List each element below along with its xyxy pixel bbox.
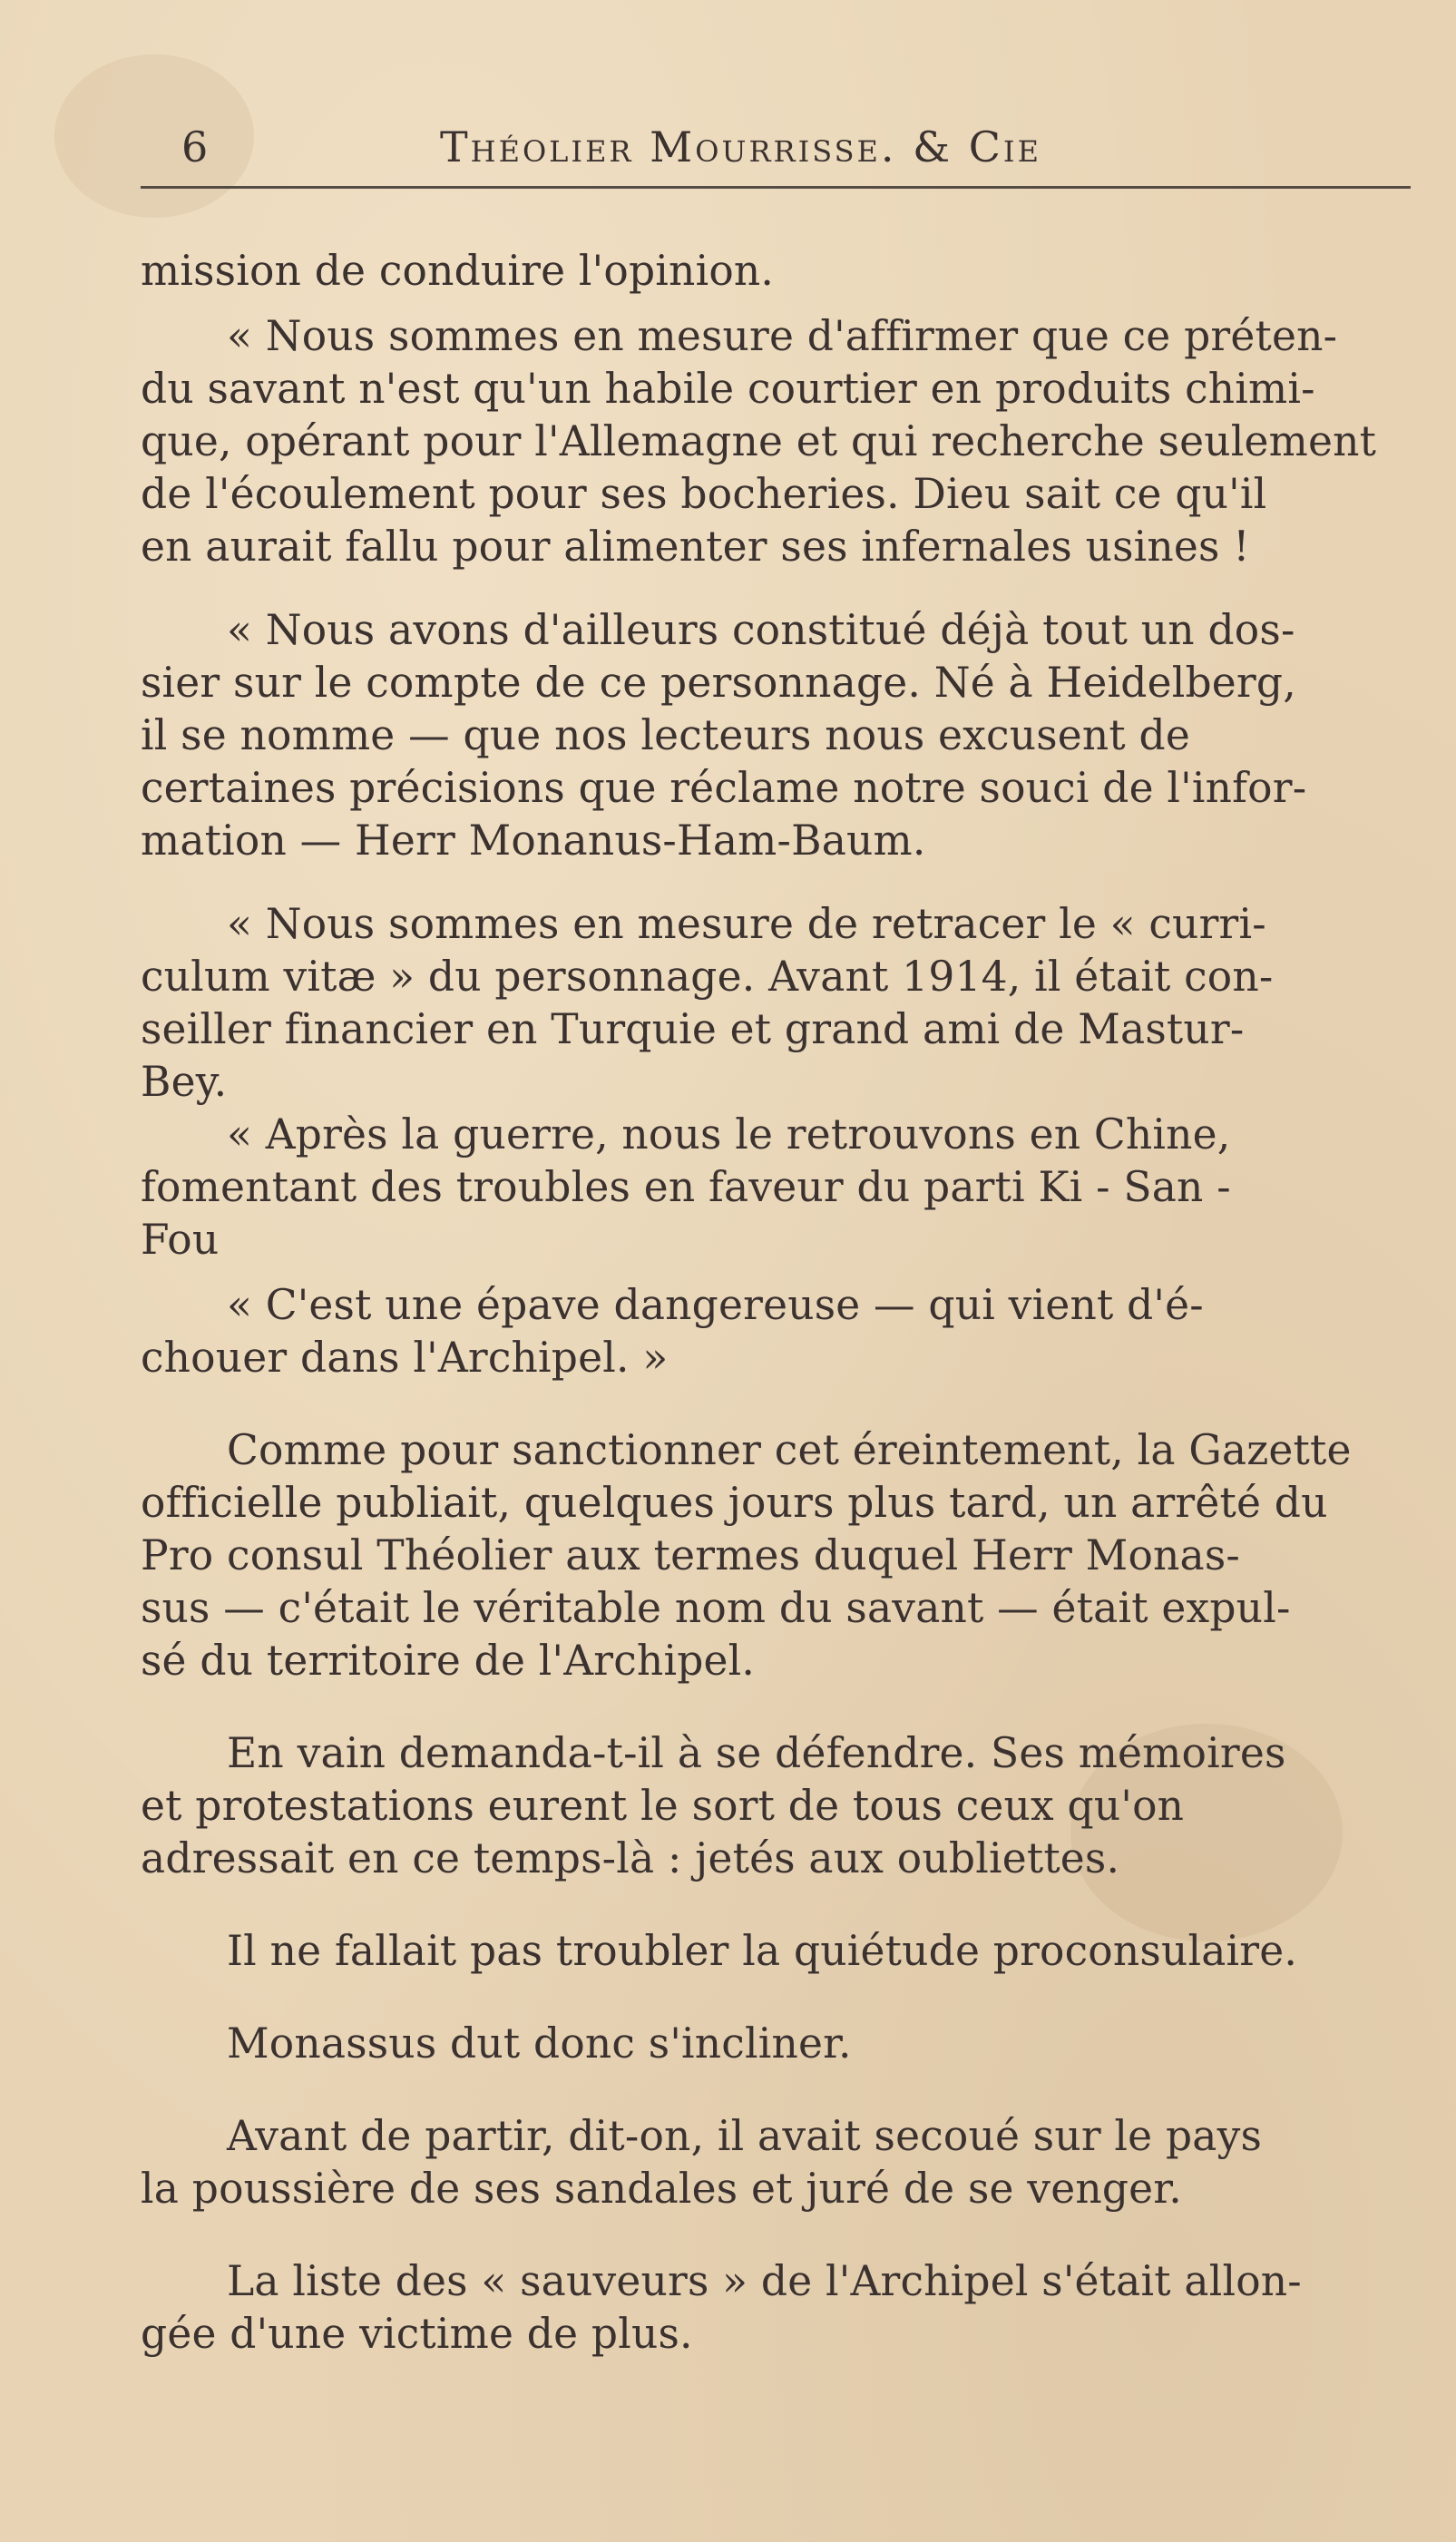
text-line: sus — c'était le véritable nom du savant — était expul- <box>141 1584 1291 1632</box>
paragraph <box>141 2018 1438 2070</box>
header-rule <box>141 186 1411 189</box>
text-line: certaines précisions que réclame notre souci de l'infor- <box>141 764 1307 812</box>
text-line: Pro consul Théolier aux termes duquel Herr Monas- <box>141 1531 1240 1579</box>
paragraph <box>141 1925 1438 1978</box>
text-line: culum vitæ » du personnage. Avant 1914, il était con- <box>141 953 1274 1001</box>
text-line: chouer dans l'Archipel. » <box>141 1334 669 1382</box>
text-line: en aurait fallu pour alimenter ses infernales usines ! <box>141 523 1250 571</box>
text-line: sé du territoire de l'Archipel. <box>141 1637 756 1685</box>
text-line: mation — Herr Monanus-Ham-Baum. <box>141 816 926 865</box>
text-line: Avant de partir, dit-on, il avait secoué sur le pays <box>227 2112 1263 2160</box>
text-line: Fou <box>141 1216 220 1264</box>
text-line: Monassus dut donc s'incliner. <box>227 2019 852 2068</box>
text-line: adressait en ce temps-là : jetés aux oubliettes. <box>141 1834 1120 1882</box>
text-line: La liste des « sauveurs » de l'Archipel s'était allon- <box>227 2257 1302 2305</box>
text-line: Il ne fallait pas troubler la quiétude proconsulaire. <box>227 1927 1298 1975</box>
text-line: fomentant des troubles en faveur du parti Ki - San - <box>141 1163 1231 1211</box>
text-line: « Nous sommes en mesure de retracer le « curri- <box>227 900 1266 948</box>
text-line: il se nomme — que nos lecteurs nous excusent de <box>141 711 1190 759</box>
text-line: seiller financier en Turquie et grand ami de Mastur- <box>141 1005 1245 1053</box>
body-text <box>141 245 1438 2361</box>
paragraph <box>141 245 1438 298</box>
text-line: « Nous avons d'ailleurs constitué déjà tout un dos- <box>227 606 1295 654</box>
paragraph <box>141 2255 1438 2361</box>
text-line: que, opérant pour l'Allemagne et qui recherche seulement <box>141 417 1377 465</box>
text-line: de l'écoulement pour ses bocheries. Dieu sait ce qu'il <box>141 470 1267 518</box>
text-line: du savant n'est qu'un habile courtier en produits chimi- <box>141 365 1315 413</box>
text-line: « Nous sommes en mesure d'affirmer que ce préten- <box>227 312 1338 360</box>
paragraph <box>141 2110 1438 2215</box>
page-number: 6 <box>181 122 210 171</box>
paragraph <box>141 1279 1438 1384</box>
text-line: « Après la guerre, nous le retrouvons en Chine, <box>227 1110 1231 1159</box>
text-line: gée d'une victime de plus. <box>141 2310 693 2358</box>
text-line: la poussière de ses sandales et juré de se venger. <box>141 2165 1182 2213</box>
text-line: mission de conduire l'opinion. <box>141 247 775 295</box>
text-line: « C'est une épave dangereuse — qui vient d'é- <box>227 1281 1204 1329</box>
text-line: En vain demanda-t-il à se défendre. Ses mémoires <box>227 1729 1286 1777</box>
running-title: Théolier Mourrisse. & Cie <box>440 122 1041 171</box>
page-header <box>141 113 1411 195</box>
text-line: officielle publiait, quelques jours plus tard, un arrêté du <box>141 1479 1328 1527</box>
text-line: sier sur le compte de ce personnage. Né à Heidelberg, <box>141 659 1296 707</box>
paragraph <box>141 898 1438 1109</box>
paragraph <box>141 1109 1438 1266</box>
text-line: Bey. <box>141 1058 228 1106</box>
paragraph <box>141 1424 1438 1687</box>
text-line: Comme pour sanctionner cet éreintement, la Gazette <box>227 1426 1352 1474</box>
paragraph <box>141 604 1438 867</box>
paragraph <box>141 1727 1438 1885</box>
paragraph <box>141 310 1438 573</box>
text-line: et protestations eurent le sort de tous ceux qu'on <box>141 1782 1185 1830</box>
